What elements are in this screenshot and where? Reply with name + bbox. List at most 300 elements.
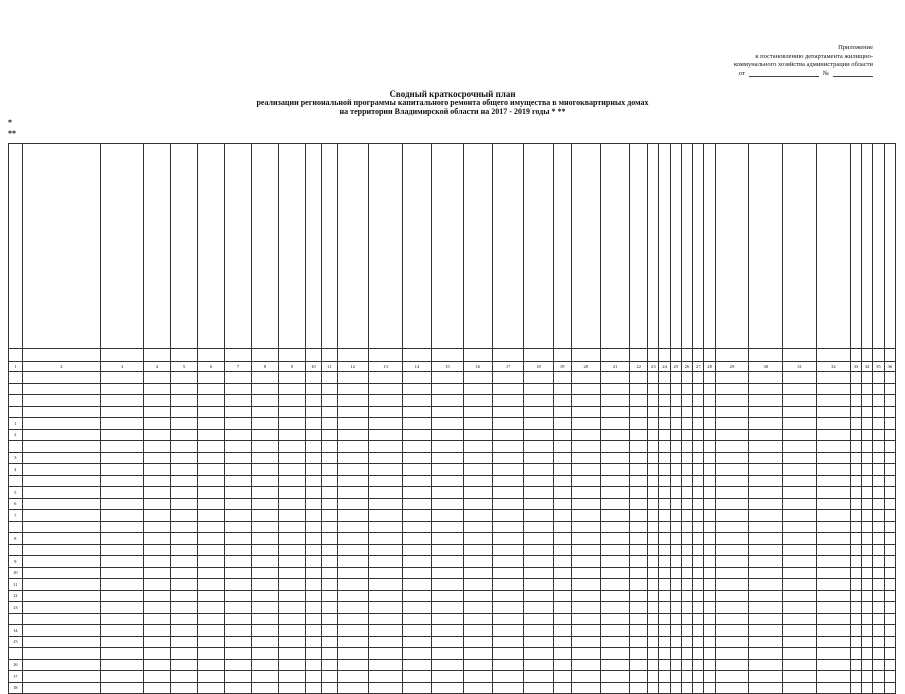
- table-cell: [659, 487, 670, 499]
- table-cell: [749, 452, 783, 464]
- table-cell: [681, 452, 692, 464]
- table-cell: [463, 636, 492, 648]
- table-cell: [850, 659, 861, 671]
- table-cell: [648, 475, 659, 487]
- column-index-28: 28: [704, 362, 715, 372]
- table-cell: [670, 372, 681, 384]
- header-cell-35: [873, 144, 884, 349]
- table-cell: [816, 510, 850, 522]
- table-cell: [402, 648, 431, 660]
- table-cell: [463, 383, 492, 395]
- table-cell: [783, 510, 817, 522]
- table-cell: [9, 613, 23, 625]
- table-cell: [171, 671, 198, 683]
- table-cell: [816, 556, 850, 568]
- table-cell: [783, 487, 817, 499]
- table-cell: [369, 406, 403, 418]
- table-cell: [553, 521, 571, 533]
- table-cell: [279, 682, 306, 694]
- table-cell: [648, 682, 659, 694]
- table-cell: 17: [9, 671, 23, 683]
- approval-date-prefix: от: [738, 69, 745, 77]
- table-cell: [402, 418, 431, 430]
- table-cell: [432, 498, 464, 510]
- approval-line-1: Приложение: [838, 44, 873, 51]
- unit-cell-9: [279, 349, 306, 362]
- table-cell: [630, 590, 648, 602]
- unit-cell-12: [337, 349, 369, 362]
- table-cell: [693, 636, 704, 648]
- table-cell: [198, 602, 225, 614]
- table-cell: [463, 556, 492, 568]
- table-cell: [225, 590, 252, 602]
- table-cell: [884, 648, 896, 660]
- table-cell: [337, 452, 369, 464]
- table-cell: [306, 625, 322, 637]
- table-cell: [783, 602, 817, 614]
- table-cell: [571, 487, 600, 499]
- table-cell: [693, 556, 704, 568]
- table-cell: [670, 636, 681, 648]
- table-cell: [306, 602, 322, 614]
- table-cell: 9: [9, 556, 23, 568]
- table-cell: [369, 395, 403, 407]
- table-body: [9, 372, 896, 694]
- table-cell: [600, 556, 629, 568]
- table-cell: [402, 406, 431, 418]
- table-cell: [630, 406, 648, 418]
- table-cell: [816, 579, 850, 591]
- table-cell: [873, 613, 884, 625]
- table-cell: [850, 567, 861, 579]
- table-cell: [463, 395, 492, 407]
- table-cell: [749, 567, 783, 579]
- table-cell: [306, 636, 322, 648]
- table-cell: [463, 659, 492, 671]
- table-cell: [492, 590, 524, 602]
- table-cell: [693, 441, 704, 453]
- table-cell: [600, 613, 629, 625]
- table-cell: [306, 590, 322, 602]
- table-cell: [630, 567, 648, 579]
- table-cell: [144, 441, 171, 453]
- table-cell: [101, 579, 144, 591]
- table-cell: [862, 487, 873, 499]
- table-cell: [693, 544, 704, 556]
- header-cell-8: [252, 144, 279, 349]
- table-cell: [783, 567, 817, 579]
- table-cell: [704, 372, 715, 384]
- table-cell: [321, 567, 337, 579]
- table-cell: [337, 441, 369, 453]
- table-cell: [198, 498, 225, 510]
- column-index-2: 2: [22, 362, 101, 372]
- table-cell: [144, 602, 171, 614]
- table-cell: [306, 464, 322, 476]
- table-cell: [749, 625, 783, 637]
- table-cell: [492, 510, 524, 522]
- table-cell: [524, 556, 553, 568]
- table-cell: [553, 613, 571, 625]
- table-cell: [492, 613, 524, 625]
- table-cell: [101, 567, 144, 579]
- table-cell: [553, 636, 571, 648]
- table-cell: [693, 395, 704, 407]
- table-cell: [873, 533, 884, 545]
- table-cell: [749, 406, 783, 418]
- table-cell: [571, 418, 600, 430]
- table-cell: [225, 406, 252, 418]
- table-row: [9, 682, 896, 694]
- table-cell: [783, 418, 817, 430]
- table-cell: [321, 671, 337, 683]
- table-cell: [704, 464, 715, 476]
- unit-cell-18: [524, 349, 553, 362]
- table-cell: [524, 383, 553, 395]
- table-cell: [279, 567, 306, 579]
- table-cell: [198, 429, 225, 441]
- table-cell: [306, 671, 322, 683]
- table-cell: [524, 533, 553, 545]
- table-cell: [279, 383, 306, 395]
- table-cell: [850, 475, 861, 487]
- column-index-26: 26: [681, 362, 692, 372]
- table-cell: [432, 395, 464, 407]
- table-cell: [225, 625, 252, 637]
- unit-cell-27: [693, 349, 704, 362]
- table-cell: [432, 602, 464, 614]
- table-cell: [862, 475, 873, 487]
- table-cell: [402, 452, 431, 464]
- table-cell: [198, 682, 225, 694]
- table-cell: [463, 452, 492, 464]
- table-cell: [252, 418, 279, 430]
- table-cell: [571, 383, 600, 395]
- table-cell: [306, 648, 322, 660]
- table-cell: [171, 521, 198, 533]
- header-cell-20: [571, 144, 600, 349]
- unit-cell-7: [225, 349, 252, 362]
- table-cell: [101, 487, 144, 499]
- table-cell: [553, 418, 571, 430]
- approval-number-prefix: №: [822, 69, 829, 77]
- table-cell: [22, 533, 101, 545]
- table-cell: [630, 372, 648, 384]
- table-cell: [337, 521, 369, 533]
- unit-cell-8: [252, 349, 279, 362]
- table-cell: [670, 556, 681, 568]
- table-cell: [337, 579, 369, 591]
- table-cell: [492, 544, 524, 556]
- column-index-30: 30: [749, 362, 783, 372]
- table-cell: [648, 556, 659, 568]
- table-cell: [252, 544, 279, 556]
- table-cell: [198, 418, 225, 430]
- table-cell: [749, 475, 783, 487]
- table-cell: [144, 487, 171, 499]
- table-cell: [402, 487, 431, 499]
- unit-cell-1: [9, 349, 23, 362]
- table-cell: [337, 544, 369, 556]
- table-cell: [693, 429, 704, 441]
- table-cell: [144, 464, 171, 476]
- table-cell: [101, 441, 144, 453]
- table-cell: [252, 510, 279, 522]
- table-cell: [9, 395, 23, 407]
- table-cell: [252, 395, 279, 407]
- table-cell: [22, 682, 101, 694]
- table-cell: [571, 590, 600, 602]
- table-cell: [402, 544, 431, 556]
- table-total-row: [9, 372, 896, 384]
- table-index-row: [9, 362, 896, 372]
- table-cell: [681, 636, 692, 648]
- table-cell: [369, 625, 403, 637]
- table-cell: [571, 498, 600, 510]
- header-cell-5: [171, 144, 198, 349]
- table-cell: [306, 487, 322, 499]
- table-cell: [704, 395, 715, 407]
- table-cell: [783, 441, 817, 453]
- table-cell: [681, 510, 692, 522]
- table-cell: [369, 579, 403, 591]
- table-cell: [816, 395, 850, 407]
- table-cell: [225, 556, 252, 568]
- table-cell: [369, 659, 403, 671]
- document-subtitle-region: на территории Владимирской области на 2017 - 2019 годы * **: [339, 107, 566, 116]
- table-cell: [225, 498, 252, 510]
- column-index-1: 1: [9, 362, 23, 372]
- table-cell: [648, 636, 659, 648]
- table-cell: [630, 395, 648, 407]
- table-cell: [862, 567, 873, 579]
- table-cell: [492, 556, 524, 568]
- table-cell: [648, 613, 659, 625]
- table-cell: [873, 567, 884, 579]
- table-cell: [693, 406, 704, 418]
- table-subtotal-row: [9, 441, 896, 453]
- table-cell: [600, 659, 629, 671]
- table-cell: [600, 602, 629, 614]
- table-cell: [873, 429, 884, 441]
- table-cell: [101, 395, 144, 407]
- table-cell: [492, 395, 524, 407]
- table-cell: [659, 648, 670, 660]
- header-cell-30: [749, 144, 783, 349]
- table-cell: [816, 372, 850, 384]
- table-cell: [252, 521, 279, 533]
- table-cell: [225, 521, 252, 533]
- table-cell: [704, 579, 715, 591]
- table-cell: [715, 613, 749, 625]
- table-cell: [648, 383, 659, 395]
- table-cell: [715, 418, 749, 430]
- table-cell: [524, 395, 553, 407]
- document-title: Сводный краткосрочный план: [389, 89, 516, 99]
- table-cell: [715, 372, 749, 384]
- table-cell: [402, 475, 431, 487]
- table-cell: [553, 510, 571, 522]
- table-cell: [681, 567, 692, 579]
- table-cell: [670, 464, 681, 476]
- table-cell: [279, 590, 306, 602]
- table-cell: [225, 636, 252, 648]
- table-cell: [670, 625, 681, 637]
- table-cell: [402, 567, 431, 579]
- table-cell: [659, 510, 670, 522]
- table-cell: [681, 590, 692, 602]
- table-cell: [600, 671, 629, 683]
- unit-cell-23: [648, 349, 659, 362]
- table-cell: [850, 521, 861, 533]
- table-cell: [198, 406, 225, 418]
- table-cell: [704, 682, 715, 694]
- table-cell: [816, 590, 850, 602]
- table-cell: [492, 429, 524, 441]
- table-cell: [225, 395, 252, 407]
- table-cell: [252, 648, 279, 660]
- table-cell: [670, 659, 681, 671]
- table-cell: [659, 441, 670, 453]
- header-cell-21: [600, 144, 629, 349]
- table-cell: [369, 429, 403, 441]
- table-cell: [432, 487, 464, 499]
- table-cell: 18: [9, 682, 23, 694]
- table-cell: [553, 682, 571, 694]
- unit-cell-11: [321, 349, 337, 362]
- table-cell: 16: [9, 659, 23, 671]
- table-cell: [630, 544, 648, 556]
- table-cell: [715, 475, 749, 487]
- table-cell: [463, 510, 492, 522]
- table-cell: [492, 383, 524, 395]
- table-cell: [553, 372, 571, 384]
- table-cell: [704, 671, 715, 683]
- table-cell: [884, 452, 896, 464]
- table-cell: [22, 395, 101, 407]
- table-cell: [659, 682, 670, 694]
- unit-cell-21: [600, 349, 629, 362]
- table-cell: [630, 602, 648, 614]
- table-cell: [22, 648, 101, 660]
- column-index-36: 36: [884, 362, 896, 372]
- table-cell: [321, 590, 337, 602]
- column-index-35: 35: [873, 362, 884, 372]
- table-cell: [670, 475, 681, 487]
- table-cell: [850, 613, 861, 625]
- table-cell: [884, 395, 896, 407]
- table-cell: [783, 372, 817, 384]
- table-cell: [337, 625, 369, 637]
- table-cell: [884, 418, 896, 430]
- table-cell: [198, 372, 225, 384]
- table-cell: [321, 487, 337, 499]
- table-cell: [402, 602, 431, 614]
- table-cell: [816, 682, 850, 694]
- table-cell: [850, 533, 861, 545]
- table-cell: [524, 648, 553, 660]
- header-cell-11: [321, 144, 337, 349]
- table-cell: [659, 521, 670, 533]
- table-cell: [553, 590, 571, 602]
- table-cell: [432, 510, 464, 522]
- table-cell: [22, 625, 101, 637]
- table-cell: [850, 464, 861, 476]
- table-cell: [144, 648, 171, 660]
- table-cell: [171, 487, 198, 499]
- table-cell: [524, 406, 553, 418]
- table-cell: [432, 671, 464, 683]
- table-cell: [171, 383, 198, 395]
- table-cell: [337, 395, 369, 407]
- table-cell: [171, 418, 198, 430]
- table-cell: [862, 464, 873, 476]
- table-cell: [783, 625, 817, 637]
- table-cell: [630, 648, 648, 660]
- unit-cell-15: [432, 349, 464, 362]
- table-cell: [704, 602, 715, 614]
- table-cell: [279, 671, 306, 683]
- table-cell: [630, 579, 648, 591]
- table-cell: [884, 659, 896, 671]
- table-cell: [337, 464, 369, 476]
- unit-cell-25: [670, 349, 681, 362]
- table-cell: [659, 464, 670, 476]
- table-cell: [198, 544, 225, 556]
- table-subtotal-row: [9, 544, 896, 556]
- table-cell: [524, 452, 553, 464]
- table-cell: [279, 395, 306, 407]
- table-cell: [715, 395, 749, 407]
- column-index-14: 14: [402, 362, 431, 372]
- table-cell: [306, 383, 322, 395]
- column-index-8: 8: [252, 362, 279, 372]
- table-cell: 12: [9, 590, 23, 602]
- table-cell: [321, 383, 337, 395]
- table-cell: [693, 682, 704, 694]
- unit-cell-16: [463, 349, 492, 362]
- table-cell: [693, 533, 704, 545]
- table-cell: [659, 372, 670, 384]
- table-cell: [783, 682, 817, 694]
- table-cell: [463, 521, 492, 533]
- table-cell: [862, 625, 873, 637]
- table-cell: [850, 510, 861, 522]
- table-cell: [783, 636, 817, 648]
- table-row: [9, 510, 896, 522]
- table-cell: [571, 429, 600, 441]
- table-row: [9, 636, 896, 648]
- table-cell: [402, 498, 431, 510]
- table-cell: [816, 406, 850, 418]
- table-cell: [659, 579, 670, 591]
- table-cell: [252, 671, 279, 683]
- table-cell: [816, 659, 850, 671]
- table-cell: [171, 498, 198, 510]
- table-cell: [681, 429, 692, 441]
- table-cell: [402, 383, 431, 395]
- table-cell: [693, 372, 704, 384]
- table-cell: 2: [9, 429, 23, 441]
- header-cell-12: [337, 144, 369, 349]
- table-cell: [600, 590, 629, 602]
- table-cell: [884, 590, 896, 602]
- table-cell: [144, 418, 171, 430]
- table-cell: [101, 383, 144, 395]
- footnote-1: [8, 118, 26, 127]
- table-cell: [862, 418, 873, 430]
- column-index-15: 15: [432, 362, 464, 372]
